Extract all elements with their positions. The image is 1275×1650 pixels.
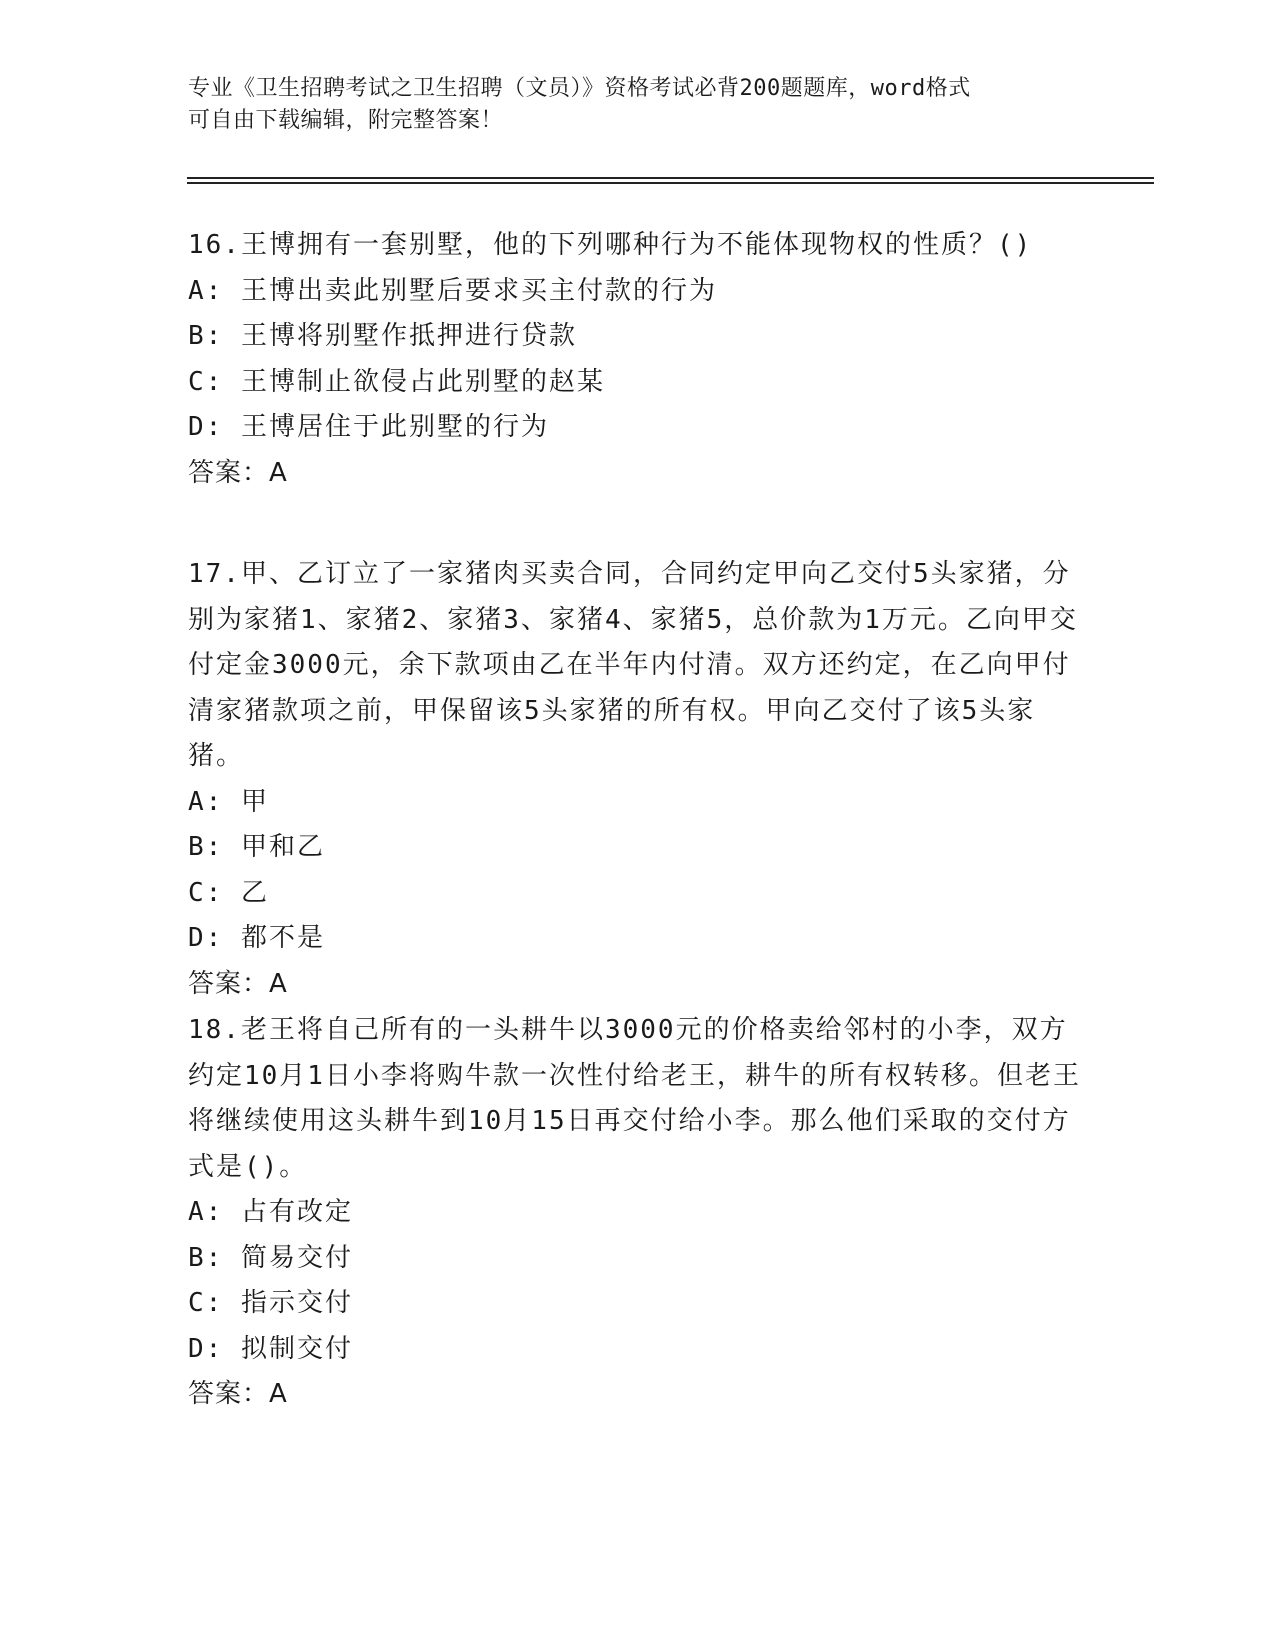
question-16 bbox=[188, 223, 1088, 496]
question-17 bbox=[188, 552, 1088, 1007]
option-c: C: 指示交付 bbox=[188, 1288, 353, 1318]
question-stem: 16.王博拥有一套别墅，他的下列哪种行为不能体现物权的性质？() bbox=[188, 230, 1033, 260]
answer-line: 答案：A bbox=[188, 1379, 288, 1409]
option-a: A: 甲 bbox=[188, 786, 269, 817]
document-header bbox=[188, 73, 1088, 137]
header-title-line: 专业《卫生招聘考试之卫生招聘（文员）》资格考试必背200题题库，word格式 bbox=[188, 76, 971, 101]
option-b: B: 甲和乙 bbox=[188, 832, 325, 862]
question-stem: 18.老王将自己所有的一头耕牛以3000元的价格卖给邻村的小李，双方约定10月1日小李将购牛款一次性付给老王，耕牛的所有权转移。但老王将继续使用这头耕牛到10月15日再交付给小李。那么他们采取的交付方式是()。 bbox=[188, 1015, 1081, 1182]
option-a: A: 王博出卖此别墅后要求买主付款的行为 bbox=[188, 275, 717, 306]
option-d: D: 王博居住于此别墅的行为 bbox=[188, 412, 549, 442]
option-a: A: 占有改定 bbox=[188, 1197, 353, 1227]
header-divider-top bbox=[187, 177, 1154, 179]
header-divider-bottom bbox=[187, 182, 1154, 184]
answer-line: 答案：A bbox=[188, 457, 288, 488]
header-subtitle-line: 可自由下载编辑，附完整答案！ bbox=[188, 108, 504, 133]
option-c: C: 王博制止欲侵占此别墅的赵某 bbox=[188, 366, 605, 397]
option-b: B: 简易交付 bbox=[188, 1242, 353, 1273]
option-b: B: 王博将别墅作抵押进行贷款 bbox=[188, 321, 577, 351]
option-c: C: 乙 bbox=[188, 877, 269, 908]
option-d: D: 拟制交付 bbox=[188, 1333, 353, 1364]
question-18 bbox=[188, 1008, 1088, 1418]
answer-line: 答案：A bbox=[188, 968, 288, 999]
question-stem: 17.甲、乙订立了一家猪肉买卖合同，合同约定甲向乙交付5头家猪，分别为家猪1、家猪2、家猪3、家猪4、家猪5，总价款为1万元。乙向甲交付定金3000元，余下款项由乙在半年内付清。双方还约定，在乙向甲付清家猪款项之前，甲保留该5头家猪的所有权。甲向乙交付了该5头家猪。 bbox=[188, 559, 1078, 771]
option-d: D: 都不是 bbox=[188, 923, 325, 953]
